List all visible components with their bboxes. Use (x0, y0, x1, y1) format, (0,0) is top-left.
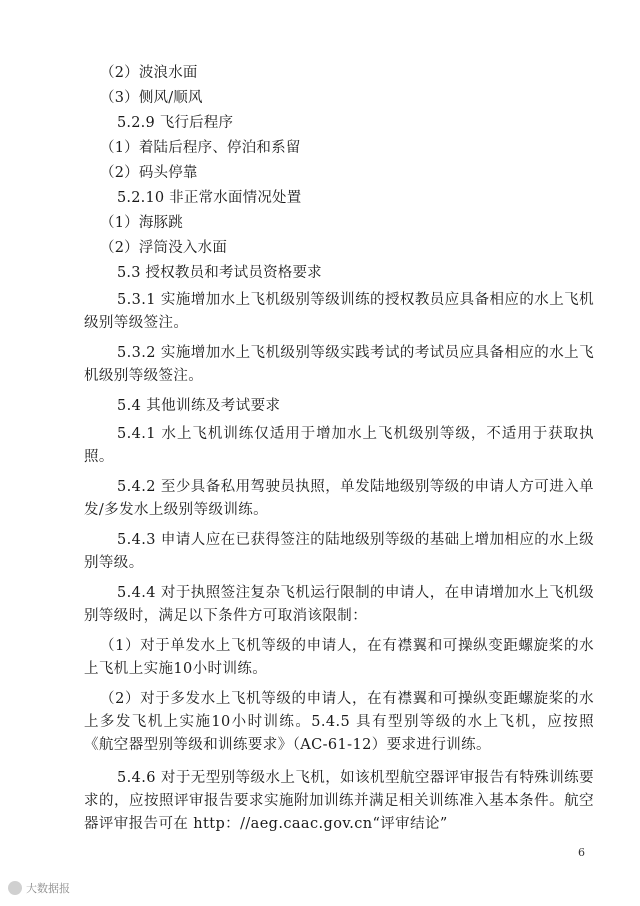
list-line-2: （3）侧风/顺风 (100, 90, 203, 106)
footer-source (8, 880, 70, 896)
list-line-5: （1）海豚跳 (100, 215, 183, 231)
list-line-1: （2）波浪水面 (100, 65, 198, 81)
paragraph-5-4-2: 5.4.2 至少具备私用驾驶员执照，单发陆地级别等级的申请人方可进入单发/多发水上级别等级训练。 (84, 479, 594, 518)
paragraph-5-4-1: 5.4.1 水上飞机训练仅适用于增加水上飞机级别等级，不适用于获取执照。 (84, 426, 594, 465)
footer-source-label: 大数据报 (26, 882, 70, 895)
section-heading-5-4: 5.4 其他训练及考试要求 (117, 398, 281, 414)
section-heading-5-2-10: 5.2.10 非正常水面情况处置 (117, 190, 302, 206)
paragraph-5-3-1: 5.3.1 实施增加水上飞机级别等级训练的授权教员应具备相应的水上飞机级别等级签注。 (84, 292, 594, 331)
paragraph-5-4-6: 5.4.6 对于无型别等级水上飞机，如该机型航空器评审报告有特殊训练要求的，应按照评审报告要求实施附加训练并满足相关训练准入基本条件。航空器评审报告可在 http：//aeg.caac.gov.cn“评审结论” (84, 770, 594, 832)
document-body (84, 64, 594, 836)
paragraph-item-1: （1）对于单发水上飞机等级的申请人，在有襟翼和可操纵变距螺旋桨的水上飞机上实施10小时训练。 (84, 638, 594, 677)
page-number: 6 (578, 846, 585, 859)
list-line-3: （1）着陆后程序、停泊和系留 (100, 140, 301, 156)
paragraph-5-4-4: 5.4.4 对于执照签注复杂飞机运行限制的申请人，在申请增加水上飞机级别等级时，满足以下条件方可取消该限制： (84, 585, 594, 624)
paragraph-5-4-3: 5.4.3 申请人应在已获得签注的陆地级别等级的基础上增加相应的水上级别等级。 (84, 532, 594, 571)
section-heading-5-2-9: 5.2.9 飞行后程序 (117, 115, 234, 131)
section-heading-5-3: 5.3 授权教员和考试员资格要求 (117, 265, 322, 281)
paragraph-5-3-2: 5.3.2 实施增加水上飞机级别等级实践考试的考试员应具备相应的水上飞机级别等级签注。 (84, 345, 594, 384)
list-line-4: （2）码头停靠 (100, 165, 198, 181)
paragraph-item-2: （2）对于多发水上飞机等级的申请人，在有襟翼和可操纵变距螺旋桨的水上多发飞机上实施10小时训练。5.4.5 具有型别等级的水上飞机，应按照《航空器型别等级和训练要求》（AC-61-12）要求进行训练。 (84, 691, 594, 753)
list-line-6: （2）浮筒没入水面 (100, 240, 228, 256)
source-logo-icon (8, 881, 22, 895)
